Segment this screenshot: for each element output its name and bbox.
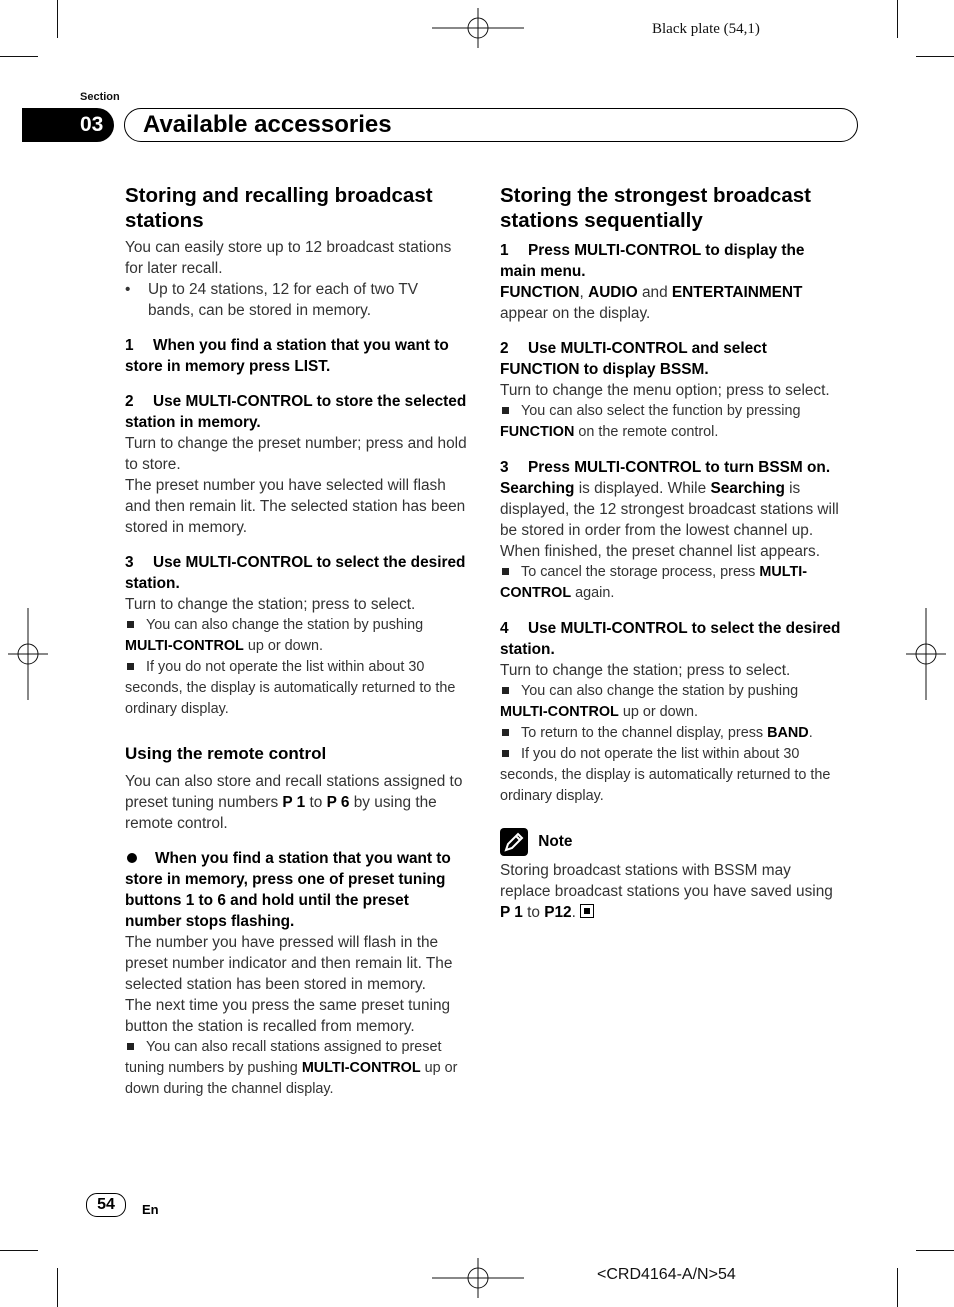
crop-mark (897, 0, 898, 38)
text: . (571, 904, 576, 921)
step-text: When you find a station that you want to store in memory, press one of preset tuning buttons 1 to 6 and hold until the preset number stops flashing. (125, 850, 451, 930)
note-text: You can also change the station by pushing (521, 683, 799, 699)
note-bold: MULTI-CONTROL (500, 564, 808, 601)
step-number: 3 (125, 554, 134, 571)
text: and (637, 284, 672, 301)
plate-label: Black plate (54,1) (652, 21, 760, 37)
note-label: Note (538, 833, 573, 850)
note-header (500, 827, 842, 857)
note-body (500, 860, 842, 923)
body-text: Turn to change the preset number; press and hold to store. (125, 435, 467, 473)
square-bullet-icon (127, 1043, 134, 1050)
note-bold: MULTI-CONTROL (500, 704, 619, 720)
registration-target-icon (8, 608, 48, 700)
bold-text: P 1 (500, 904, 523, 921)
page-number: 54 (86, 1193, 126, 1217)
section-label: Section (80, 91, 120, 103)
square-bullet-icon (502, 750, 509, 757)
note-text: up or down. (243, 638, 324, 654)
heading-remote-control: Using the remote control (125, 744, 327, 763)
bullet-text: Up to 24 stations, 12 for each of two TV bands, can be stored in memory. (148, 281, 419, 319)
step-3 (500, 457, 842, 478)
bullet-icon: • (125, 281, 131, 298)
body-text: Turn to change the station; press to select. (500, 662, 791, 679)
text: You can also store and recall stations assigned to preset tuning numbers (125, 773, 463, 811)
section-number: 03 (22, 108, 114, 142)
text: by using the remote control. (125, 794, 437, 832)
note-text: To return to the channel display, press (521, 725, 768, 741)
crop-mark (57, 1268, 58, 1307)
step-text: Press MULTI-CONTROL to display the main menu. (500, 242, 805, 280)
step-3 (125, 552, 467, 594)
note-text: You can also select the function by pressing (521, 403, 801, 419)
square-bullet-icon (502, 407, 509, 414)
note-text: up or down during the channel display. (125, 1060, 458, 1097)
step-text: Use MULTI-CONTROL to select the desired station. (500, 620, 841, 658)
step-text: When you find a station that you want to store in memory press LIST. (125, 337, 449, 375)
note-item (500, 401, 842, 443)
bold-text: AUDIO (588, 284, 638, 301)
heading-bssm: Storing the strongest broadcast stations sequentially (500, 184, 811, 232)
step-number: 3 (500, 459, 509, 476)
step-2 (125, 391, 467, 433)
note-text: You can also recall stations assigned to preset tuning numbers by pushing (125, 1039, 442, 1076)
note-text: You can also change the station by pushing (146, 617, 424, 633)
note-text: . (808, 725, 813, 741)
note-item (500, 723, 842, 744)
left-column (125, 183, 467, 1100)
remote-step (125, 848, 467, 932)
step-number: 2 (125, 393, 134, 410)
note-bold: MULTI-CONTROL (301, 1060, 421, 1076)
note-text: on the remote control. (574, 424, 719, 440)
body-text (500, 282, 842, 324)
crop-mark (0, 56, 38, 57)
heading-storing-recalling: Storing and recalling broadcast stations (125, 184, 433, 232)
step-1 (500, 240, 842, 282)
bold-text: P 1 (282, 794, 306, 811)
body-text: The number you have pressed will flash in the preset number indicator and then remain lit. The selected station has been stored in memory. (125, 934, 453, 993)
registration-target-icon (432, 8, 524, 48)
right-column (500, 183, 842, 923)
bold-text: Searching (500, 480, 575, 497)
crop-mark (916, 56, 954, 57)
text: to (305, 794, 327, 811)
note-item (500, 681, 842, 723)
square-bullet-icon (502, 568, 509, 575)
body-text: Turn to change the station; press to select. (125, 596, 416, 613)
body-text (125, 771, 467, 834)
step-number: 1 (125, 337, 134, 354)
document-code: <CRD4164-A/N>54 (597, 1266, 736, 1283)
body-text: The preset number you have selected will flash and then remain lit. The selected station has been stored in memory. (125, 477, 466, 536)
bullet-disc-icon (127, 853, 137, 863)
note-bold: BAND (767, 725, 809, 741)
step-number: 4 (500, 620, 509, 637)
note-text: again. (571, 585, 615, 601)
text: is displayed, the 12 strongest broadcast stations will be stored in order from the lowest channel up. When finished, the preset channel list appears. (500, 480, 839, 560)
text: appear on the display. (500, 305, 651, 322)
note-item (125, 1037, 467, 1100)
bold-text: Searching (710, 480, 785, 497)
language-label: En (142, 1202, 159, 1217)
crop-mark (0, 1250, 38, 1251)
note-bold: FUNCTION (500, 424, 575, 440)
square-bullet-icon (127, 621, 134, 628)
step-text: Press MULTI-CONTROL to turn BSSM on. (528, 459, 831, 476)
step-number: 2 (500, 340, 509, 357)
square-bullet-icon (502, 687, 509, 694)
step-text: Use MULTI-CONTROL and select FUNCTION to display BSSM. (500, 340, 767, 378)
note-item (500, 744, 842, 807)
step-number: 1 (500, 242, 509, 259)
crop-mark (897, 1268, 898, 1307)
step-text: Use MULTI-CONTROL to select the desired station. (125, 554, 466, 592)
registration-target-icon (432, 1258, 524, 1298)
list-item (125, 279, 467, 321)
note-item (125, 657, 467, 720)
note-text: To cancel the storage process, press (521, 564, 760, 580)
pencil-note-icon (500, 828, 528, 856)
body-text: The next time you press the same preset tuning button the station is recalled from memory. (125, 997, 451, 1035)
registration-target-icon (906, 608, 946, 700)
bold-text: P 6 (326, 794, 350, 811)
square-bullet-icon (127, 663, 134, 670)
step-2 (500, 338, 842, 380)
note-text: If you do not operate the list within about 30 seconds, the display is automatically returned to the ordinary display. (125, 659, 456, 717)
step-4 (500, 618, 842, 660)
crop-mark (916, 1250, 954, 1251)
text: Storing broadcast stations with BSSM may replace broadcast stations you have saved using (500, 862, 833, 900)
note-text: up or down. (618, 704, 699, 720)
text: to (522, 904, 545, 921)
intro-text: You can easily store up to 12 broadcast stations for later recall. (125, 239, 452, 277)
bold-text: ENTERTAINMENT (671, 284, 803, 301)
body-text (500, 478, 842, 562)
step-1 (125, 335, 467, 377)
bold-text: P12 (544, 904, 572, 921)
section-title: Available accessories (124, 108, 858, 142)
text: , (579, 284, 589, 301)
crop-mark (57, 0, 58, 38)
step-text: Use MULTI-CONTROL to store the selected station in memory. (125, 393, 467, 431)
bold-text: FUNCTION (500, 284, 580, 301)
body-text: Turn to change the menu option; press to select. (500, 382, 830, 399)
note-bold: MULTI-CONTROL (125, 638, 244, 654)
note-item (125, 615, 467, 657)
note-item (500, 562, 842, 604)
note-text: If you do not operate the list within about 30 seconds, the display is automatically returned to the ordinary display. (500, 746, 831, 804)
text: is displayed. While (574, 480, 711, 497)
square-bullet-icon (502, 729, 509, 736)
end-mark-icon (580, 904, 594, 918)
